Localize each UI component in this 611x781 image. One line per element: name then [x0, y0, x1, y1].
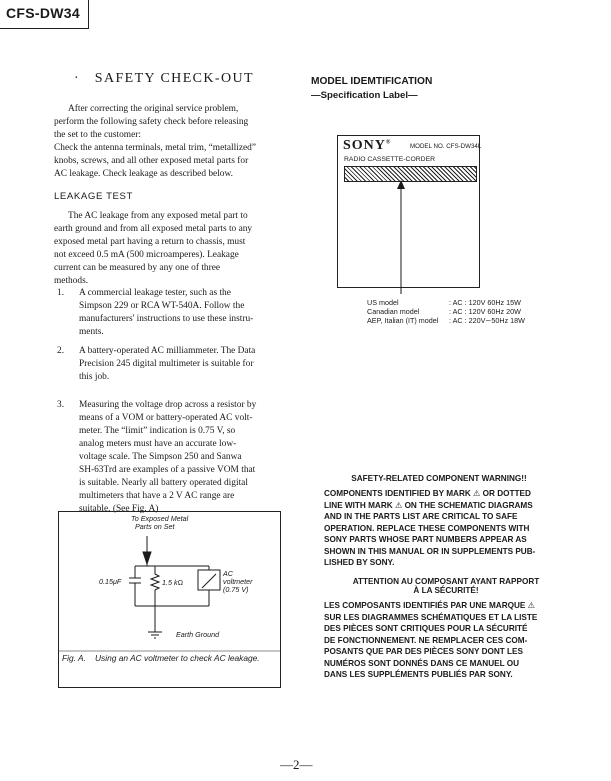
method-3	[57, 399, 275, 522]
voltmeter-label: voltmeter	[223, 577, 253, 586]
model-id-title: MODEL IDEMTIFICATION	[311, 76, 433, 87]
resistor-label: 1.5 kΩ	[162, 578, 184, 587]
methods-list	[57, 287, 270, 390]
leakage-heading: LEAKAGE TEST	[54, 191, 134, 202]
item-line: multimeters that have a 2 V AC range are	[79, 491, 235, 501]
fig-label-top: To Exposed Metal	[131, 514, 189, 523]
warning-line: AND IN THE PARTS LIST ARE CRITICAL TO SAFE	[324, 512, 518, 521]
warning-en-body	[324, 488, 568, 569]
model-header-tab	[0, 0, 89, 29]
item-line: is suitable. Nearly all battery operated digital	[79, 478, 248, 488]
warning-line: POSANTS QUE PAR DES PIÈCES SONY DONT LES	[324, 647, 523, 656]
ground-label: Earth Ground	[176, 630, 220, 639]
fig-caption-text: Using an AC voltmeter to check AC leakage.	[95, 653, 260, 663]
item-number: 2.	[57, 346, 65, 356]
intro-line: After correcting the original service problem,	[68, 104, 239, 114]
spec-model: AEP, Italian (IT) model	[367, 316, 439, 325]
voltmeter-label: AC	[223, 569, 233, 578]
label-product: RADIO CASSETTE-CORDER	[344, 156, 436, 163]
warning-en-heading: SAFETY-RELATED COMPONENT WARNING!!	[351, 474, 527, 483]
warning-fr-heading: ATTENTION AU COMPOSANT AYANT RAPPORT À LA SÉCURITÉ!	[352, 577, 540, 595]
intro-line: the set to the customer:	[54, 130, 141, 140]
spec-row	[367, 307, 567, 316]
voltmeter-needle	[202, 574, 216, 588]
leakage-line: The AC leakage from any exposed metal part to	[68, 211, 248, 221]
item-line: A commercial leakage tester, such as the	[79, 288, 231, 298]
item-line: Measuring the voltage drop across a resistor by	[79, 400, 257, 410]
spec-model: US model	[367, 298, 399, 307]
model-name: CFS-DW34	[6, 5, 80, 21]
intro-line: AC leakage. Check leakage as described below.	[54, 169, 234, 179]
intro-line: Check the antenna terminals, metal trim, “metallized”	[54, 143, 257, 153]
item-line: meter. The “limit” indication is 0.75 V, so	[79, 426, 236, 436]
intro-paragraph	[54, 103, 270, 181]
warning-line: SHOWN IN THIS MANUAL OR IN SUPPLEMENTS PUB-	[324, 546, 536, 556]
warning-line: COMPONENTS IDENTIFIED BY MARK ⚠ OR DOTTED	[324, 489, 531, 498]
leakage-line: methods.	[54, 276, 89, 286]
safety-title-text: SAFETY CHECK-OUT	[94, 71, 254, 86]
item-line: Simpson 229 or RCA WT-540A. Follow the	[79, 301, 245, 311]
item-line: means of a VOM or battery-operated AC volt-	[79, 413, 253, 423]
safety-title	[74, 71, 254, 87]
page-number: —2—	[280, 757, 313, 772]
leakage-line: exposed metal part having a return to chassis, must	[54, 237, 246, 247]
spec-value: : AC : 220V∼50Hz 18W	[449, 316, 525, 325]
leakage-paragraph	[54, 210, 270, 288]
title-bullet: ·	[74, 71, 81, 86]
intro-line: knobs, screws, and all other exposed metal parts for	[54, 156, 249, 166]
warning-line: LISHED BY SONY.	[324, 558, 395, 567]
spec-value: : AC : 120V 60Hz 20W	[449, 307, 521, 316]
sony-logo: SONY®	[343, 138, 392, 153]
arrow-icon	[143, 552, 151, 564]
warning-line: SONY PARTS WHOSE PART NUMBERS APPEAR AS	[324, 535, 527, 544]
item-line: analog meters must have an accurate low-	[79, 439, 237, 449]
voltmeter-box	[198, 570, 220, 590]
fig-label-top: Parts on Set	[135, 522, 175, 531]
leakage-line: current can be measured by any one of three	[54, 263, 221, 273]
warning-line: LINE WITH MARK ⚠ ON THE SCHEMATIC DIAGRAMS	[324, 500, 533, 510]
item-number: 3.	[57, 400, 65, 410]
item-number: 1.	[57, 288, 65, 298]
item-line: SH-63Trd are examples of a passive VOM that	[79, 465, 256, 475]
item-line: A battery-operated AC milliammeter. The Data	[79, 346, 256, 356]
item-line: Precision 245 digital multimeter is suitable for	[79, 359, 254, 369]
capacitor-label: 0.15μF	[99, 577, 122, 586]
fig-caption-number: Fig. A.	[62, 653, 86, 663]
item-line: voltage scale. The Simpson 250 and Sanwa	[79, 452, 242, 462]
item-line: this job.	[79, 372, 110, 382]
spec-value: : AC : 120V 60Hz 15W	[449, 298, 521, 307]
item-line: suitable. (See Fig. A)	[79, 504, 159, 514]
spec-row	[367, 316, 567, 325]
figure-a	[58, 511, 281, 688]
label-rating-area	[344, 166, 477, 182]
voltmeter-label: (0.75 V)	[223, 585, 249, 594]
warning-line: LES COMPOSANTS IDENTIFIÉS PAR UNE MARQUE ⚠	[324, 601, 535, 610]
model-id-subtitle: —Specification Label—	[311, 90, 418, 101]
label-model-no: MODEL NO. CFS-DW34L	[410, 143, 482, 150]
leakage-line: earth ground and from all exposed metal parts to any	[54, 224, 253, 234]
warning-line: OPERATION. REPLACE THESE COMPONENTS WITH	[324, 523, 530, 533]
list-item	[57, 399, 275, 516]
warning-line: DES PIÈCES SONT CRITIQUES POUR LA SÉCURITÉ	[324, 624, 528, 633]
spec-table	[367, 298, 567, 325]
spec-row	[367, 298, 567, 307]
leakage-circuit-diagram	[59, 512, 280, 687]
spec-model: Canadian model	[367, 307, 420, 316]
leakage-line: not exceed 0.5 mA (500 microamperes). Leakage	[54, 250, 239, 260]
resistor-zigzag	[151, 574, 159, 590]
warning-line: SUR LES DIAGRAMMES SCHÉMATIQUES ET LA LISTE	[324, 612, 538, 622]
warning-line: NUMÉROS SONT DONNÉS DANS CE MANUEL OU	[324, 658, 519, 668]
list-item	[57, 287, 270, 339]
label-pointer-arrow	[395, 180, 407, 296]
warning-line: DE FONCTIONNEMENT. NE REMPLACER CES COM-	[324, 635, 528, 645]
warning-fr-body	[324, 600, 568, 681]
item-line: ments.	[79, 327, 104, 337]
intro-line: perform the following safety check before releasing	[54, 117, 249, 127]
list-item	[57, 345, 270, 384]
specification-label	[337, 135, 480, 288]
item-line: manufacturers' instructions to use these instru-	[79, 314, 254, 324]
warning-line: DANS LES SUPPLÉMENTS PUBLIÉS PAR SONY.	[324, 670, 513, 679]
